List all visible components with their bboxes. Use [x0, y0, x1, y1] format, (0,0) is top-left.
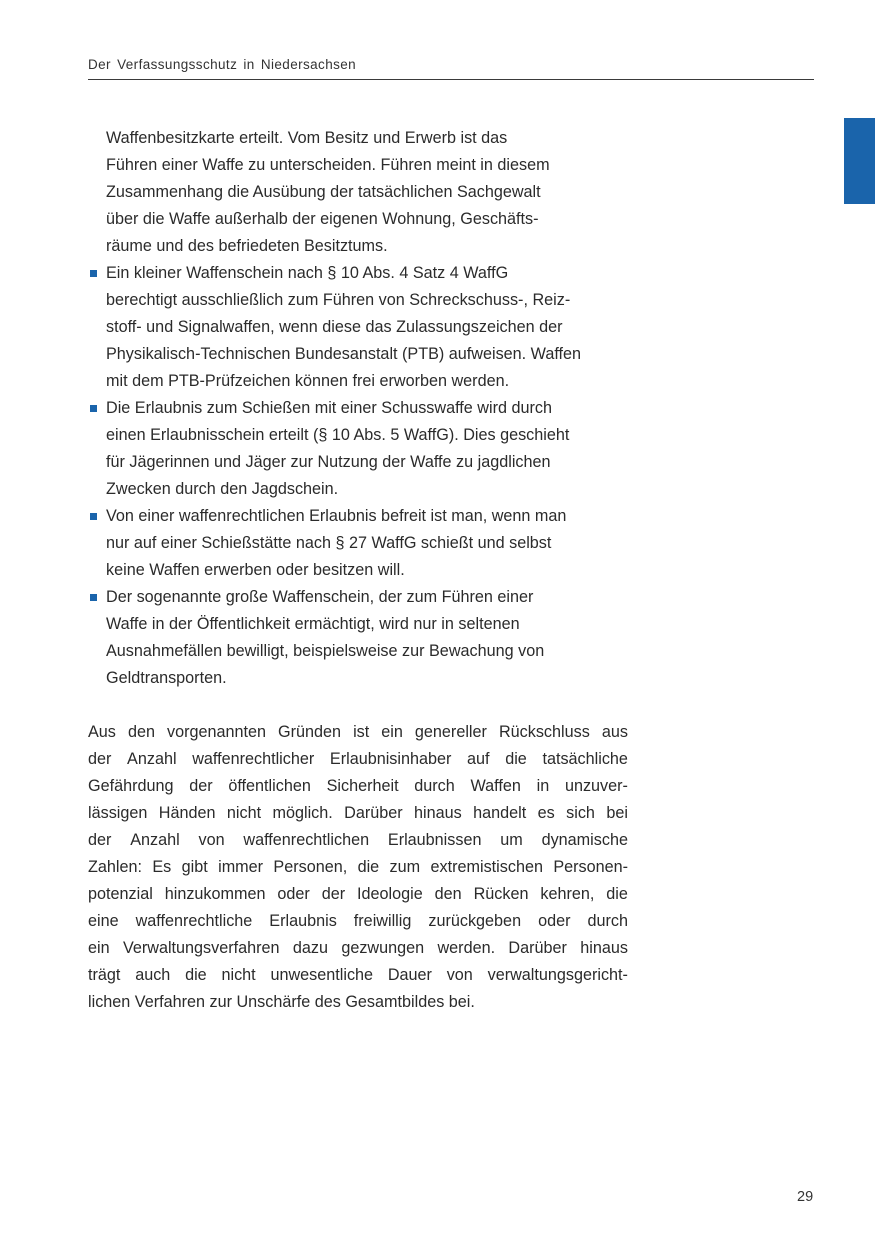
word: der: [88, 750, 112, 768]
word: Rückschluss: [498, 723, 590, 741]
word: der: [321, 885, 346, 903]
word: öffentlichen: [228, 777, 311, 795]
justified-line: [88, 773, 628, 800]
word: Gefährdung: [88, 777, 174, 795]
word: dynamische: [541, 831, 628, 849]
word: freiwillig: [353, 912, 412, 930]
word: hinaus: [580, 939, 628, 957]
text-line: Ausnahmefällen bewilligt, beispielsweise zur Bewachung von: [106, 642, 545, 660]
word: die: [185, 966, 207, 984]
word: nicht: [221, 966, 256, 984]
word: unzuver-: [564, 777, 628, 795]
continuation-text: [88, 125, 628, 260]
word: auch: [135, 966, 171, 984]
bullet-item: [88, 395, 628, 503]
text-line: stoff- und Signalwaffen, wenn diese das Zulassungszeichen der: [106, 318, 563, 336]
justified-line: [88, 908, 628, 935]
text-line: über die Waffe außerhalb der eigenen Wohnung, Geschäfts-: [106, 210, 539, 228]
word: bei: [606, 804, 628, 822]
word: unwesentliche: [270, 966, 374, 984]
text-line: Geldtransporten.: [106, 669, 227, 687]
justified-line: [88, 827, 628, 854]
word: Anzahl: [127, 750, 177, 768]
word: in: [536, 777, 550, 795]
text-line: Zwecken durch den Jagdschein.: [106, 480, 339, 498]
word: waffenrechtlicher: [192, 750, 315, 768]
text-line: Von einer waffenrechtlichen Erlaubnis befreit ist man, wenn man: [106, 507, 567, 525]
bullet-item: [88, 260, 628, 395]
word: potenzial: [88, 885, 153, 903]
word: Verwaltungsverfahren: [122, 939, 280, 957]
word: möglich.: [272, 804, 333, 822]
justified-line: [88, 854, 628, 881]
word: die: [357, 858, 380, 876]
word: tatsächliche: [542, 750, 628, 768]
bullet-square-icon: [90, 405, 97, 412]
word: Es: [152, 858, 172, 876]
word: Personen,: [273, 858, 348, 876]
text-line: mit dem PTB-Prüfzeichen können frei erworben werden.: [106, 372, 510, 390]
word: Anzahl: [130, 831, 180, 849]
word: ein: [88, 939, 110, 957]
justified-line: [88, 881, 628, 908]
word: Rücken: [473, 885, 529, 903]
justified-line: [88, 962, 628, 989]
word: die: [606, 885, 628, 903]
word: vorgenannten: [166, 723, 266, 741]
word: ein: [381, 723, 403, 741]
word: immer: [218, 858, 264, 876]
justified-line: [88, 935, 628, 962]
bullet-item: [88, 584, 628, 692]
word: der: [189, 777, 213, 795]
word: den: [127, 723, 155, 741]
word: trägt: [88, 966, 121, 984]
chapter-tab-marker: [844, 118, 875, 204]
word: durch: [587, 912, 628, 930]
word: Ideologie: [357, 885, 423, 903]
header-rule: [88, 79, 814, 80]
word: hinzukommen: [164, 885, 266, 903]
text-line: nur auf einer Schießstätte nach § 27 WaffG schießt und selbst: [106, 534, 552, 552]
text-line: Physikalisch-Technischen Bundesanstalt (PTB) aufweisen. Waffen: [106, 345, 582, 363]
body-paragraph: [88, 719, 628, 1016]
word: handelt: [473, 804, 527, 822]
word: genereller: [414, 723, 487, 741]
word: dazu: [292, 939, 328, 957]
word: zum: [389, 858, 421, 876]
word: Gründen: [278, 723, 342, 741]
page-number: 29: [797, 1189, 814, 1205]
word: kehren,: [540, 885, 595, 903]
word: um: [500, 831, 523, 849]
bullet-square-icon: [90, 270, 97, 277]
word: die: [505, 750, 527, 768]
word: zurückgeben: [428, 912, 522, 930]
word: es: [537, 804, 555, 822]
text-line: Zusammenhang die Ausübung der tatsächlichen Sachgewalt: [106, 183, 541, 201]
word: waffenrechtlichen: [243, 831, 370, 849]
word: extremistischen: [430, 858, 543, 876]
word: den: [434, 885, 462, 903]
word: sich: [566, 804, 595, 822]
main-content: [88, 125, 628, 1016]
word: Waffen: [470, 777, 521, 795]
text-line: Der sogenannte große Waffenschein, der zum Führen einer: [106, 588, 534, 606]
text-line: Waffenbesitzkarte erteilt. Vom Besitz und Erwerb ist das: [106, 129, 508, 147]
word: auf: [467, 750, 490, 768]
last-line: lichen Verfahren zur Unschärfe des Gesamtbildes bei.: [88, 993, 475, 1011]
justified-line: [88, 800, 628, 827]
word: oder: [538, 912, 571, 930]
bullet-square-icon: [90, 594, 97, 601]
text-line: berechtigt ausschließlich zum Führen von Schreckschuss-, Reiz-: [106, 291, 571, 309]
word: oder: [277, 885, 310, 903]
word: Zahlen:: [88, 858, 142, 876]
text-line: für Jägerinnen und Jäger zur Nutzung der Waffe zu jagdlichen: [106, 453, 551, 471]
text-line: Die Erlaubnis zum Schießen mit einer Schusswaffe wird durch: [106, 399, 552, 417]
word: waffenrechtliche: [135, 912, 253, 930]
word: Darüber: [344, 804, 403, 822]
word: lässigen: [88, 804, 148, 822]
word: hinaus: [414, 804, 462, 822]
word: Erlaubnisinhaber: [329, 750, 452, 768]
word: von: [198, 831, 225, 849]
text-line: Ein kleiner Waffenschein nach § 10 Abs. 4 Satz 4 WaffG: [106, 264, 509, 282]
bullet-square-icon: [90, 513, 97, 520]
word: eine: [88, 912, 119, 930]
word: nicht: [226, 804, 262, 822]
word: Erlaubnis: [269, 912, 337, 930]
word: aus: [601, 723, 628, 741]
word: von: [446, 966, 473, 984]
text-line: Führen einer Waffe zu unterscheiden. Führen meint in diesem: [106, 156, 550, 174]
text-line: Waffe in der Öffentlichkeit ermächtigt, wird nur in seltenen: [106, 615, 520, 633]
word: Darüber: [508, 939, 567, 957]
word: Aus: [88, 723, 116, 741]
running-header: Der Verfassungsschutz in Niedersachsen: [88, 57, 357, 72]
justified-line: [88, 719, 628, 746]
bullet-item: [88, 503, 628, 584]
text-line: keine Waffen erwerben oder besitzen will.: [106, 561, 405, 579]
word: ist: [353, 723, 370, 741]
word: gibt: [181, 858, 208, 876]
word: Sicherheit: [326, 777, 399, 795]
word: Händen: [158, 804, 216, 822]
word: Erlaubnissen: [387, 831, 482, 849]
word: werden.: [437, 939, 496, 957]
word: gezwungen: [341, 939, 425, 957]
word: der: [88, 831, 112, 849]
word: Dauer: [387, 966, 432, 984]
word: verwaltungsgericht-: [487, 966, 628, 984]
text-line: einen Erlaubnisschein erteilt (§ 10 Abs. 5 WaffG). Dies geschieht: [106, 426, 570, 444]
text-line: räume und des befriedeten Besitztums.: [106, 237, 388, 255]
word: Personen-: [553, 858, 628, 876]
justified-line: [88, 746, 628, 773]
word: durch: [414, 777, 455, 795]
